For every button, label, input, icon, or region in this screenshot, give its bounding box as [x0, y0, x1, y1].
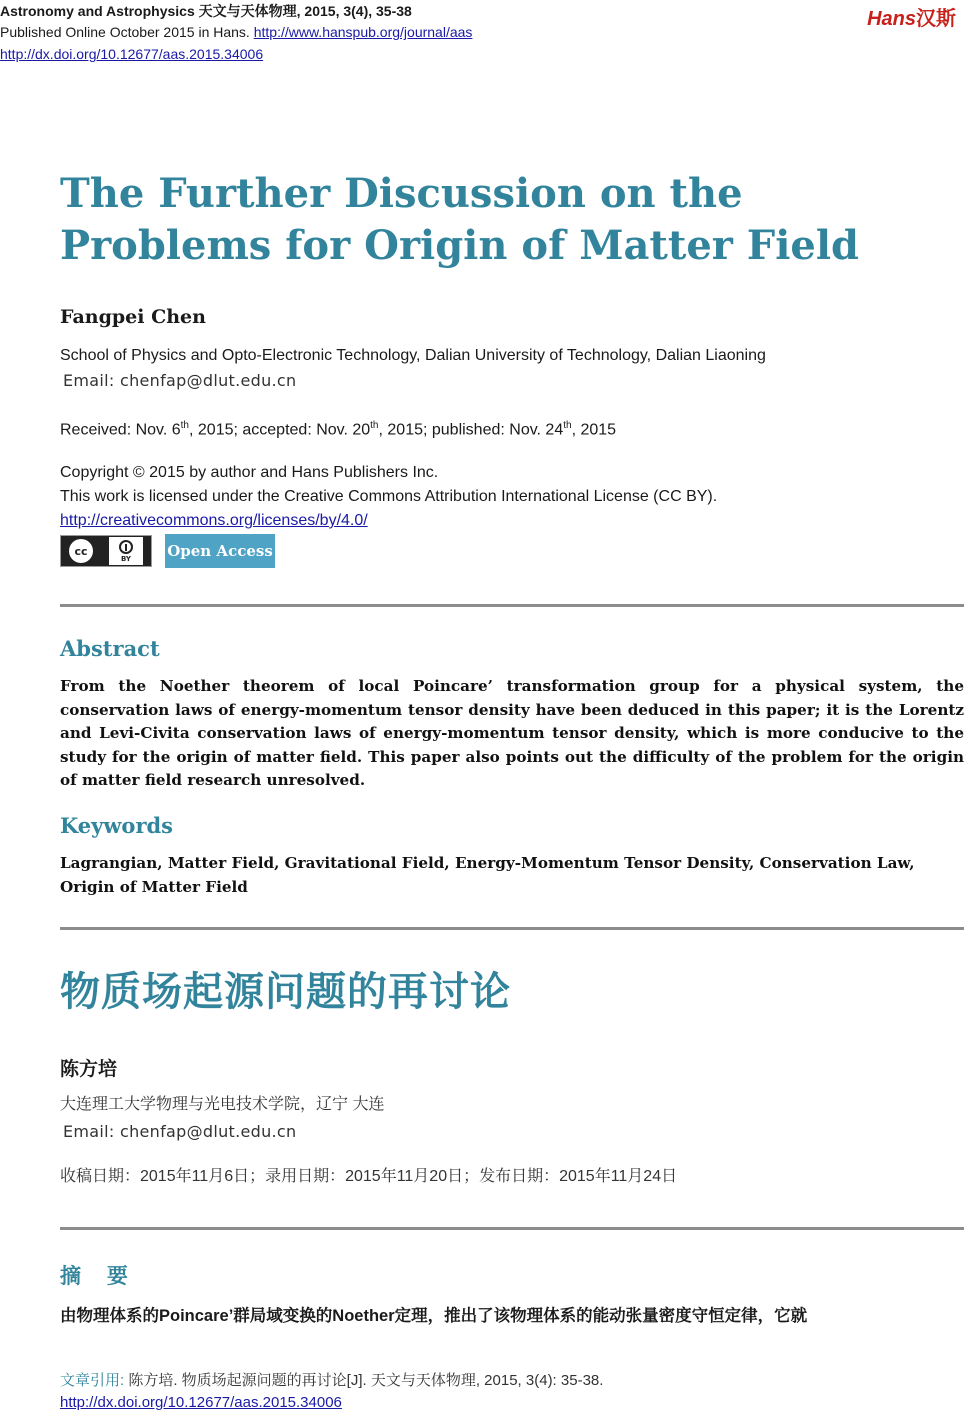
published-text: Published Online October 2015 in Hans.	[0, 24, 250, 40]
journal-line	[0, 0, 412, 22]
dates-line	[60, 415, 616, 441]
citation-text: 陈方培. 物质场起源问题的再讨论[J]. 天文与天体物理, 2015, 3(4): 35-38.	[124, 1372, 604, 1389]
by-icon	[109, 537, 143, 565]
paper-title: The Further Discussion on the Problems for Origin of Matter Field	[60, 170, 860, 269]
copyright: Copyright © 2015 by author and Hans Publishers Inc.	[60, 464, 439, 481]
journal-name-cn: 天文与天体物理	[198, 3, 297, 19]
author-email: Email: chenfap@dlut.edu.cn	[63, 371, 297, 390]
by-label: BY	[120, 554, 132, 563]
cc-icon	[69, 539, 93, 563]
chinese-email: Email: chenfap@dlut.edu.cn	[63, 1122, 297, 1141]
received-date: Received: Nov. 6	[60, 421, 181, 439]
keywords-heading: Keywords	[60, 813, 174, 838]
published-year: , 2015	[571, 421, 617, 439]
divider	[60, 604, 964, 607]
license-link[interactable]: http://creativecommons.org/licenses/by/4.0/	[60, 512, 368, 529]
chinese-author: 陈方培	[60, 1059, 118, 1080]
published-sup: th	[563, 420, 572, 431]
chinese-abstract-text: 由物理体系的Poincare’群局域变换的Noether定理，推出了该物理体系的能动张量密度守恒定律，它就	[60, 1307, 808, 1325]
affiliation: School of Physics and Opto-Electronic Technology, Dalian University of Technology, Dalian Liaoning	[60, 347, 766, 364]
chinese-dates: 收稿日期：2015年11月6日；录用日期：2015年11月20日；发布日期：2015年11月24日	[60, 1168, 678, 1185]
author-name: Fangpei Chen	[60, 306, 206, 328]
cc-label: cc	[74, 544, 88, 558]
accepted-sup: th	[370, 420, 379, 431]
license-url-line	[60, 510, 368, 532]
chinese-title: 物质场起源问题的再讨论	[60, 970, 511, 1014]
keywords-text: Lagrangian, Matter Field, Gravitational Field, Energy-Momentum Tensor Density, Conservation Law, Origin of Matter Field	[60, 854, 915, 896]
person-icon	[119, 540, 133, 554]
chinese-abstract-heading: 摘 要	[60, 1265, 138, 1288]
published-line	[0, 21, 472, 43]
journal-url-link[interactable]: http://www.hanspub.org/journal/aas	[253, 24, 473, 40]
chinese-affiliation: 大连理工大学物理与光电技术学院，辽宁 大连	[60, 1096, 385, 1113]
journal-issue: , 2015, 3(4), 35-38	[296, 3, 412, 19]
hans-logo	[867, 2, 956, 31]
abstract-text: From the Noether theorem of local Poincare’ transformation group for a physical system, the conservation laws of energy-momentum tensor density have been deduced in this paper; it is the Lorentz and Levi-Civita conservation laws of energy-momentum tensor density, which is more conducive to the study for the origin of matter field. This paper also points out the difficulty of the problem for the origin of matter field research unresolved.	[60, 677, 964, 789]
open-access-badge[interactable]: Open Access	[165, 534, 275, 568]
divider	[60, 927, 964, 930]
journal-name: Astronomy and Astrophysics	[0, 3, 195, 19]
license-text: This work is licensed under the Creative Commons Attribution International License (CC BY).	[60, 488, 718, 505]
citation-doi-line	[60, 1392, 342, 1414]
accepted-date: , 2015; accepted: Nov. 20	[189, 421, 371, 439]
logo-text: Hans	[867, 8, 916, 30]
logo-text-cn: 汉斯	[916, 8, 956, 30]
cc-by-badge[interactable]	[60, 535, 152, 567]
divider	[60, 1227, 964, 1230]
published-date: , 2015; published: Nov. 24	[378, 421, 564, 439]
abstract-heading: Abstract	[60, 636, 160, 661]
citation-label: 文章引用:	[60, 1372, 125, 1389]
doi-line	[0, 43, 263, 65]
header-doi-link[interactable]: http://dx.doi.org/10.12677/aas.2015.34006	[0, 46, 264, 62]
citation-doi-link[interactable]: http://dx.doi.org/10.12677/aas.2015.34006	[60, 1394, 342, 1411]
received-sup: th	[180, 420, 189, 431]
citation-line	[60, 1370, 603, 1392]
